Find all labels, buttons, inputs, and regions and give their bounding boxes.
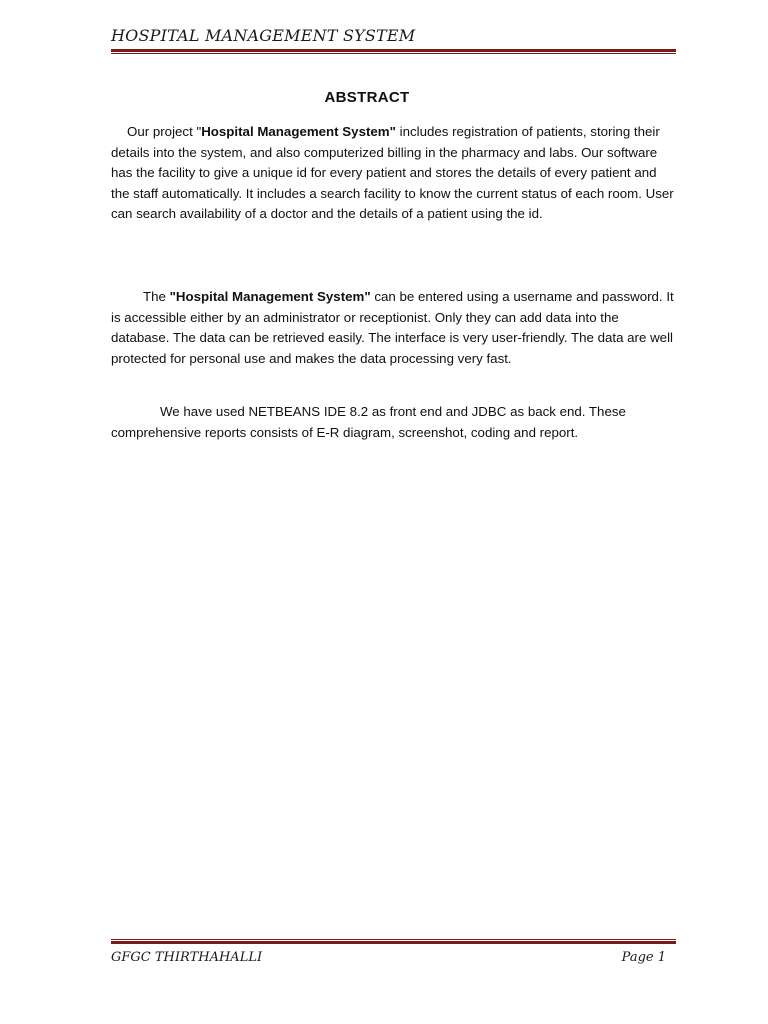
paragraph-3-text: We have used NETBEANS IDE 8.2 as front end and JDBC as back end. These comprehensive reports consists of E-R diagram, screenshot, coding and report.	[111, 404, 626, 440]
paragraph-1-after: includes registration of patients, storing their details into the system, and also computerized billing in the pharmacy and labs. Our software has the facility to give a unique id for every patient and stores the details of every patient and the staff automatically. It includes a search facility to know the current status of each room. User can search availability of a doctor and the details of a patient using the id.	[111, 124, 674, 222]
page-header	[111, 26, 676, 54]
paragraph-1-before: Our project "	[127, 124, 202, 139]
footer-row	[111, 949, 676, 967]
paragraph-2-bold: "Hospital Management System"	[169, 289, 371, 304]
footer-rule-thin	[111, 939, 676, 940]
footer-college: GFGC THIRTHAHALLI	[111, 950, 263, 965]
footer-page-number: Page 1	[621, 950, 666, 965]
header-rule-thin	[111, 53, 676, 54]
abstract-heading-text: ABSTRACT	[324, 89, 410, 106]
abstract-heading	[0, 89, 768, 106]
page-footer	[111, 939, 676, 967]
paragraph-1-bold: Hospital Management System"	[201, 124, 396, 139]
abstract-paragraph-3	[111, 402, 677, 443]
paragraph-2-after: can be entered using a username and password. It is accessible either by an administrator or receptionist. Only they can add data into the database. The data can be retrieved easily. The interface is very user-friendly. The data are well protected for personal use and makes the data processing very fast.	[111, 289, 674, 366]
abstract-paragraph-1	[111, 122, 677, 225]
header-rule-thick	[111, 49, 676, 52]
footer-rule-thick	[111, 941, 676, 944]
abstract-paragraph-2	[111, 287, 677, 369]
header-title: HOSPITAL MANAGEMENT SYSTEM	[111, 26, 416, 45]
paragraph-2-before: The	[143, 289, 170, 304]
